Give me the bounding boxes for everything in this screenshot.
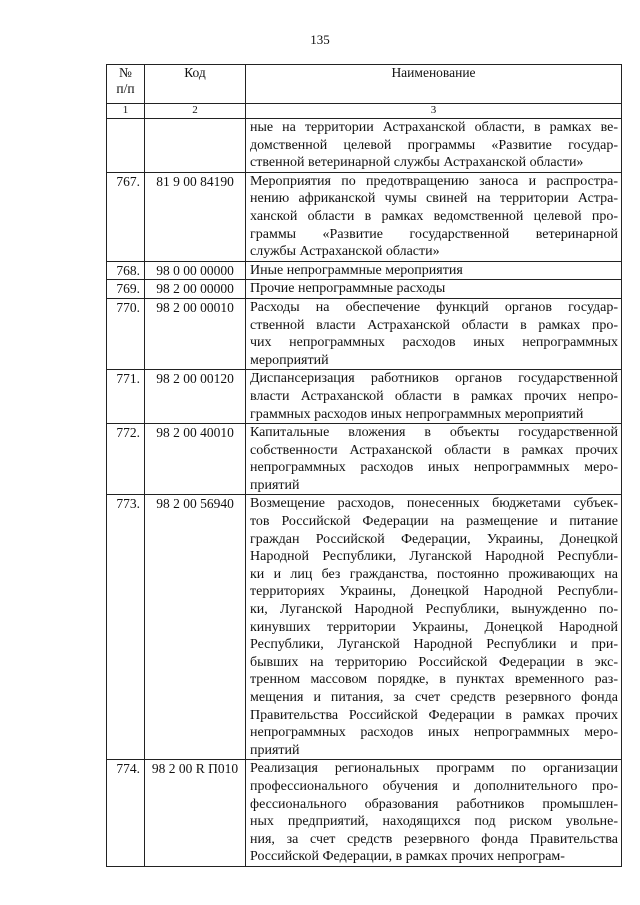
row-name-line: домственной целевой программы «Развитие государ-	[250, 137, 618, 153]
row-name-line: Возмещение расходов, понесенных бюджетами субъек-	[250, 496, 618, 512]
row-name-line: ственной власти Астраханской области в рамках про-	[250, 317, 618, 333]
row-name	[246, 760, 622, 867]
row-code: 98 2 00 R П010	[145, 760, 246, 867]
row-name-line: ния, за счет средств резервного фонда Правительства	[250, 831, 618, 847]
row-name	[246, 280, 622, 299]
row-name	[246, 495, 622, 760]
table-row	[107, 760, 622, 867]
row-number: 773.	[107, 495, 145, 760]
row-name-line: чих непрограммных расходов иных непрограммных	[250, 335, 618, 351]
budget-classification-table	[106, 64, 622, 867]
row-code: 98 2 00 00010	[145, 298, 246, 369]
page-number: 135	[310, 32, 330, 47]
row-number: 771.	[107, 370, 145, 424]
row-code: 98 2 00 56940	[145, 495, 246, 760]
row-name	[246, 298, 622, 369]
row-name-line: фессионального образования работников промышлен-	[250, 796, 618, 812]
column-index-row	[107, 104, 622, 119]
row-name-line: мещения и питания, за счет средств резервного фонда	[250, 690, 618, 705]
row-name-line: власти Астраханской области в рамках прочих непро-	[250, 388, 618, 404]
row-number: 767.	[107, 172, 145, 261]
row-code: 81 9 00 84190	[145, 172, 246, 261]
row-code: 98 2 00 00120	[145, 370, 246, 424]
row-number: 770.	[107, 298, 145, 369]
row-code: 98 2 00 00000	[145, 280, 246, 299]
row-name-line: ные на территории Астраханской области, в рамках ве-	[250, 120, 618, 135]
row-name	[246, 424, 622, 495]
column-index-2: 2	[145, 104, 246, 119]
row-name	[246, 370, 622, 424]
row-name	[246, 119, 622, 173]
table-row	[107, 280, 622, 299]
row-name-line: ственной ветеринарной службы Астраханской области»	[250, 155, 584, 171]
row-name-line: тренном массовом порядке, в пунктах временного раз-	[250, 672, 618, 688]
header-number-line2: п/п	[116, 81, 135, 96]
table-row	[107, 298, 622, 369]
header-name: Наименование	[246, 65, 622, 104]
row-name-line: приятий	[250, 477, 300, 493]
row-name-line: непрограммных расходов иных непрограммных меро-	[250, 460, 618, 476]
row-name-line: тов Российской Федерации на размещение и питание	[250, 514, 618, 530]
header-code: Код	[145, 65, 246, 104]
row-name-line: службы Астраханской области»	[250, 244, 440, 260]
row-name-line: Диспансеризация работников органов государственной	[250, 371, 618, 387]
row-name-line: Капитальные вложения в объекты государственной	[250, 425, 618, 441]
row-name-line: собственности Астраханской области в рамках прочих	[250, 442, 618, 458]
row-name-line: бывших на территорию Российской Федерации в экс-	[250, 654, 618, 670]
row-name-line: граммы «Развитие государственной ветеринарной	[250, 226, 618, 242]
table-row	[107, 370, 622, 424]
row-name-line: Реализация региональных программ по организации	[250, 761, 618, 777]
row-number: 768.	[107, 261, 145, 280]
row-name-line: Республики, Луганской Народной Республики и при-	[250, 637, 618, 653]
header-number-line1: №	[119, 65, 132, 80]
table-row	[107, 261, 622, 280]
row-code	[145, 119, 246, 173]
table-row	[107, 424, 622, 495]
row-name-line: Иные непрограммные мероприятия	[250, 262, 463, 278]
table-header-row	[107, 65, 622, 104]
header-number	[107, 65, 145, 104]
row-number	[107, 119, 145, 173]
row-name-line: Правительства Российской Федерации в рамках прочих	[250, 707, 618, 723]
row-name-line: граждан Российской Федерации, Украины, Донецкой	[250, 531, 618, 547]
row-name-line: мероприятий	[250, 352, 329, 368]
row-name-line: ки и лиц без гражданства, постоянно проживающих на	[250, 566, 618, 582]
row-name-line: территориях Украины, Донецкой Народной Республи-	[250, 584, 618, 600]
row-name	[246, 261, 622, 280]
table-row	[107, 172, 622, 261]
row-name-line: кинувших территории Украины, Донецкой Народной	[250, 619, 618, 635]
row-name-line: профессионального обучения и дополнительного про-	[250, 778, 618, 794]
row-name-line: ных предприятий, находящихся под риском увольне-	[250, 814, 618, 830]
row-name-line: Расходы на обеспечение функций органов государ-	[250, 299, 618, 315]
column-index-3: 3	[246, 104, 622, 119]
row-name-line: Мероприятия по предотвращению заноса и распростра-	[250, 173, 618, 189]
table-row	[107, 119, 622, 173]
table-row	[107, 495, 622, 760]
row-number: 774.	[107, 760, 145, 867]
row-name-line: Прочие непрограммные расходы	[250, 281, 446, 297]
row-name-line: ки, Луганской Народной Республики, вынужденно по-	[250, 602, 618, 618]
row-name-line: ханской области в рамках ведомственной целевой про-	[250, 208, 618, 224]
row-code: 98 0 00 00000	[145, 261, 246, 280]
column-index-1: 1	[107, 104, 145, 119]
row-number: 772.	[107, 424, 145, 495]
row-name-line: непрограммных расходов иных непрограммных меро-	[250, 725, 618, 741]
row-number: 769.	[107, 280, 145, 299]
row-name-line: Народной Республики, Луганской Народной Республи-	[250, 549, 618, 565]
row-name-line: Российской Федерации, в рамках прочих непрограм-	[250, 849, 565, 865]
row-name-line: граммных расходов иных непрограммных мероприятий	[250, 406, 584, 422]
row-name	[246, 172, 622, 261]
row-code: 98 2 00 40010	[145, 424, 246, 495]
row-name-line: приятий	[250, 742, 300, 758]
row-name-line: нению африканской чумы свиней на территории Астра-	[250, 191, 618, 207]
